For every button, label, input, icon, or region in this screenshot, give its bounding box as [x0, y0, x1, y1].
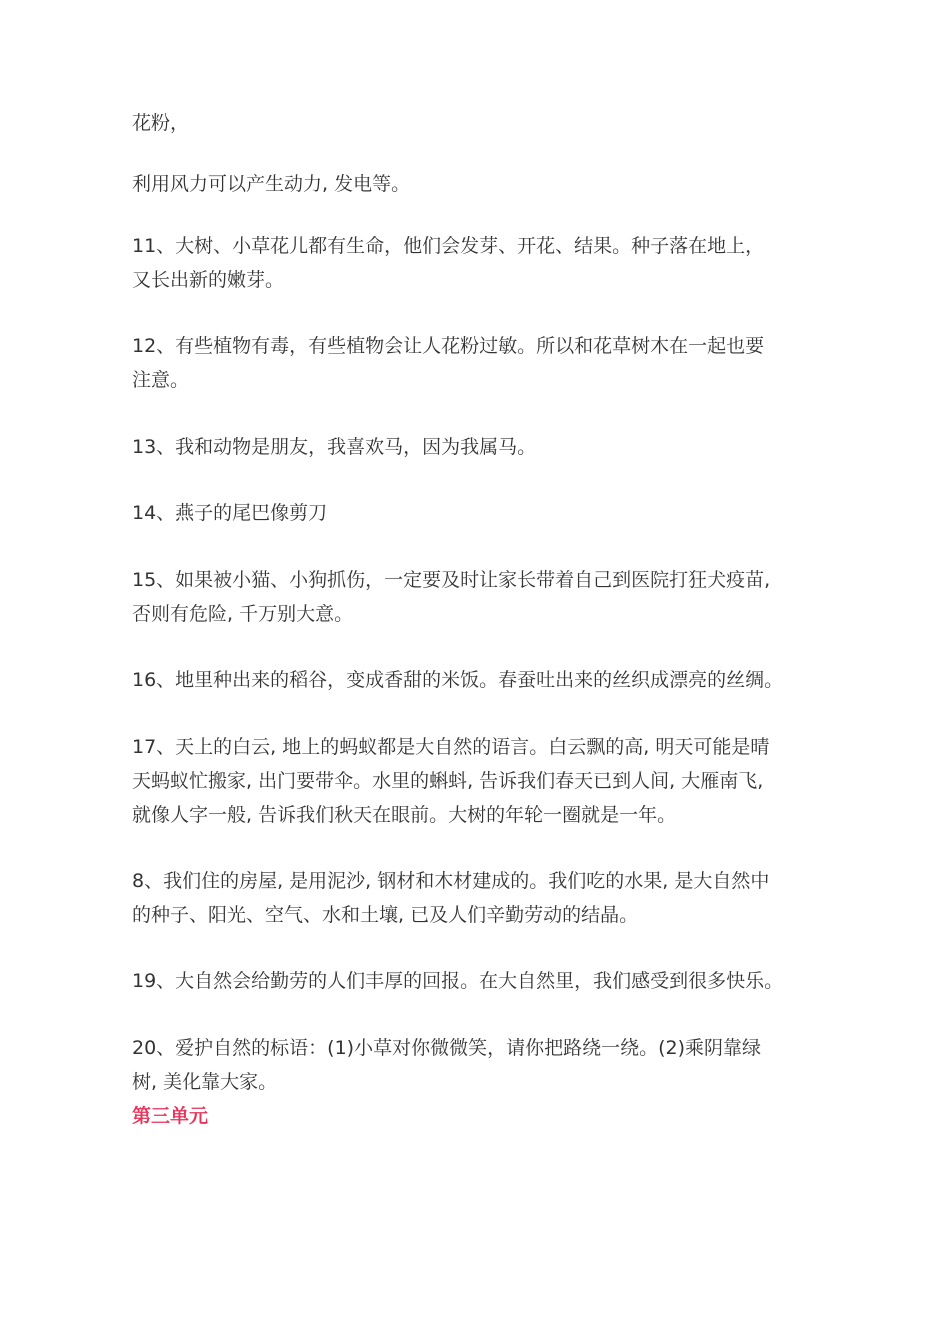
section-heading: 第三单元 [132, 1105, 209, 1127]
paragraph-item-11 [132, 229, 832, 297]
paragraph-item-17 [132, 730, 832, 832]
text-line: 19、大自然会给勤劳的人们丰厚的回报。在大自然里，我们感受到很多快乐。 [132, 970, 784, 992]
paragraph-item-13 [132, 430, 832, 464]
text-line: 15、如果被小猫、小狗抓伤，一定要及时让家长带着自己到医院打狂犬疫苗, [132, 569, 771, 591]
text-line: 17、天上的白云, 地上的蚂蚁都是大自然的语言。白云飘的高, 明天可能是晴 [132, 736, 770, 758]
text-line: 11、大树、小草花儿都有生命，他们会发芽、开花、结果。种子落在地上， [132, 235, 765, 257]
text-line: 20、爱护自然的标语：(1)小草对你微微笑，请你把路绕一绕。(2)乘阴靠绿 [132, 1037, 762, 1059]
paragraph-item-16 [132, 663, 832, 697]
text-line: 8、我们住的房屋, 是用泥沙, 钢材和木材建成的。我们吃的水果, 是大自然中 [132, 870, 770, 892]
paragraph-pollen [132, 106, 832, 140]
text-line: 13、我和动物是朋友，我喜欢马，因为我属马。 [132, 436, 537, 458]
paragraph-item-20 [132, 1031, 832, 1099]
text-line: 否则有危险, 千万别大意。 [132, 603, 354, 625]
paragraph-item-12 [132, 329, 832, 397]
paragraph-item-14 [132, 496, 832, 530]
text-line: 16、地里种出来的稻谷，变成香甜的米饭。春蚕吐出来的丝织成漂亮的丝绸。 [132, 669, 784, 691]
paragraph-wind-power [132, 167, 832, 201]
text-line: 就像人字一般, 告诉我们秋天在眼前。大树的年轮一圈就是一年。 [132, 804, 677, 826]
paragraph-item-19 [132, 964, 832, 998]
text-line: 的种子、阳光、空气、水和土壤, 已及人们辛勤劳动的结晶。 [132, 904, 639, 926]
text-line: 14、燕子的尾巴像剪刀 [132, 502, 328, 524]
paragraph-item-15 [132, 563, 832, 631]
paragraph-item-8 [132, 864, 832, 932]
text-line: 天蚂蚁忙搬家, 出门要带伞。水里的蝌蚪, 告诉我们春天已到人间, 大雁南飞, [132, 770, 764, 792]
text-line: 注意。 [132, 369, 190, 391]
text-line: 又长出新的嫩芽。 [132, 269, 285, 291]
text-line: 树, 美化靠大家。 [132, 1071, 278, 1093]
text-line: 利用风力可以产生动力, 发电等。 [132, 173, 411, 195]
text-line: 花粉， [132, 112, 190, 134]
text-line: 12、有些植物有毒，有些植物会让人花粉过敏。所以和花草树木在一起也要 [132, 335, 765, 357]
